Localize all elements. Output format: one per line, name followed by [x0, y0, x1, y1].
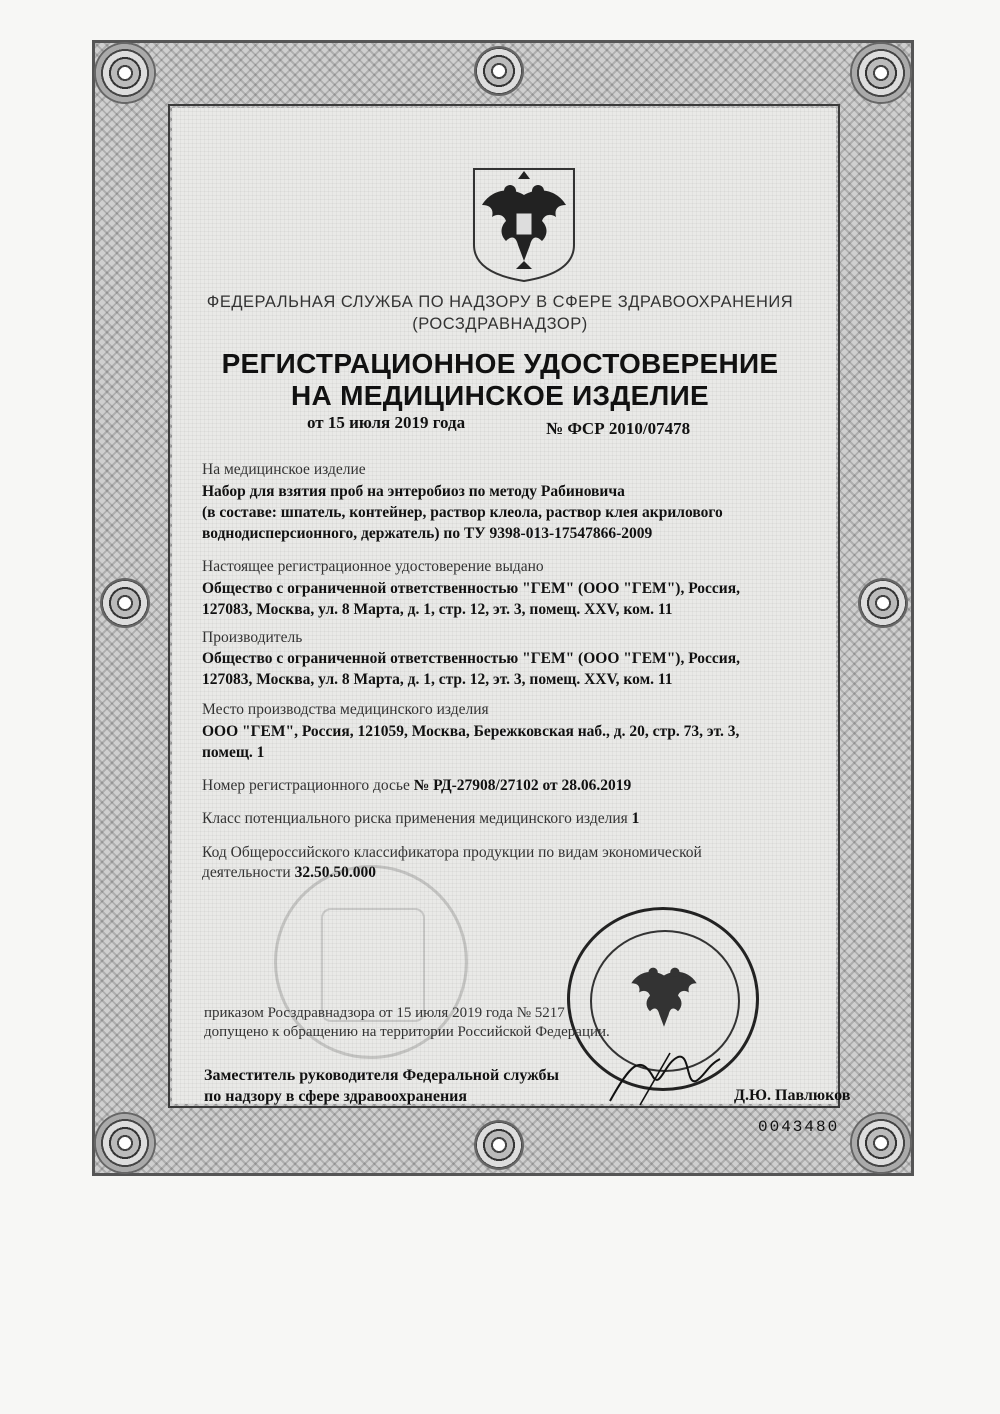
- risk-class-value: 1: [631, 810, 640, 827]
- manufacturer-value: [202, 648, 822, 690]
- production-site-label: Место производства медицинского изделия: [202, 701, 489, 718]
- risk-class-row: [202, 809, 639, 829]
- serial-number: 0043480: [758, 1118, 840, 1136]
- holder-value: [202, 578, 822, 620]
- title-line-2: НА МЕДИЦИНСКОЕ ИЗДЕЛИЕ: [291, 380, 709, 411]
- order-line-2: допущено к обращению на территории Российской Федерации.: [204, 1024, 610, 1040]
- side-rosette-right: [860, 580, 906, 626]
- agency-line-2: (РОСЗДРАВНАДЗОР): [412, 315, 588, 333]
- okpd-row: [202, 843, 702, 883]
- dossier-value: № РД-27908/27102 от 28.06.2019: [413, 777, 632, 794]
- agency-name: [150, 291, 850, 335]
- corner-rosette-bottom-left: [96, 1114, 154, 1172]
- manufacturer-line-1: Общество с ограниченной ответственностью "ГЕМ" (ООО "ГЕМ"), Россия,: [202, 650, 740, 667]
- manufacturer-line-2: 127083, Москва, ул. 8 Марта, д. 1, стр. 12, эт. 3, помещ. XXV, ком. 11: [202, 671, 673, 688]
- signatory-title-line-2: по надзору в сфере здравоохранения: [204, 1088, 468, 1105]
- okpd-label-line-2: деятельности: [202, 864, 291, 881]
- production-site-value: [202, 721, 822, 763]
- dossier-label: Номер регистрационного досье: [202, 777, 410, 794]
- double-headed-eagle-icon: [470, 165, 578, 283]
- corner-rosette-top-right: [852, 44, 910, 102]
- side-rosette-left: [102, 580, 148, 626]
- stamp-eagle-icon: [622, 952, 706, 1044]
- title-line-1: РЕГИСТРАЦИОННОЕ УДОСТОВЕРЕНИЕ: [221, 348, 779, 379]
- agency-line-1: ФЕДЕРАЛЬНАЯ СЛУЖБА ПО НАДЗОРУ В СФЕРЕ ЗДРАВООХРАНЕНИЯ: [206, 293, 794, 311]
- bottom-rosette: [476, 1122, 522, 1168]
- handwritten-signature: [600, 1045, 730, 1111]
- top-rosette: [476, 48, 522, 94]
- okpd-value: 32.50.50.000: [294, 864, 376, 881]
- manufacturer-label: Производитель: [202, 629, 303, 646]
- corner-rosette-bottom-right: [852, 1114, 910, 1172]
- order-line-1: приказом Росздравнадзора от 15 июля 2019 года № 5217: [204, 1005, 565, 1021]
- risk-class-label: Класс потенциального риска применения медицинского изделия: [202, 810, 628, 827]
- holder-line-1: Общество с ограниченной ответственностью "ГЕМ" (ООО "ГЕМ"), Россия,: [202, 580, 740, 597]
- dossier-row: [202, 776, 631, 796]
- device-line-1: Набор для взятия проб на энтеробиоз по методу Рабиновича: [202, 483, 625, 500]
- signatory-name: Д.Ю. Павлюков: [734, 1087, 851, 1104]
- device-label: На медицинское изделие: [202, 461, 366, 478]
- device-line-3: воднодисперсионного, держатель) по ТУ 9398-013-17547866-2009: [202, 525, 653, 542]
- okpd-label-line-2-row: [202, 863, 702, 883]
- okpd-label-line-1: Код Общероссийского классификатора продукции по видам экономической: [202, 844, 702, 861]
- holder-line-2: 127083, Москва, ул. 8 Марта, д. 1, стр. 12, эт. 3, помещ. XXV, ком. 11: [202, 601, 673, 618]
- production-site-line-1: ООО "ГЕМ", Россия, 121059, Москва, Бережковская наб., д. 20, стр. 73, эт. 3,: [202, 723, 740, 740]
- document-title: [150, 348, 850, 412]
- signatory-title-line-1: Заместитель руководителя Федеральной службы: [204, 1067, 559, 1084]
- issue-date: от 15 июля 2019 года: [307, 413, 466, 432]
- certificate-number: № ФСР 2010/07478: [546, 419, 691, 438]
- device-name: [202, 481, 822, 544]
- corner-rosette-top-left: [96, 44, 154, 102]
- device-line-2: (в составе: шпатель, контейнер, раствор клеола, раствор клея акрилового: [202, 504, 723, 521]
- signatory-title: [204, 1065, 559, 1107]
- holder-label: Настоящее регистрационное удостоверение выдано: [202, 558, 544, 575]
- production-site-line-2: помещ. 1: [202, 744, 265, 761]
